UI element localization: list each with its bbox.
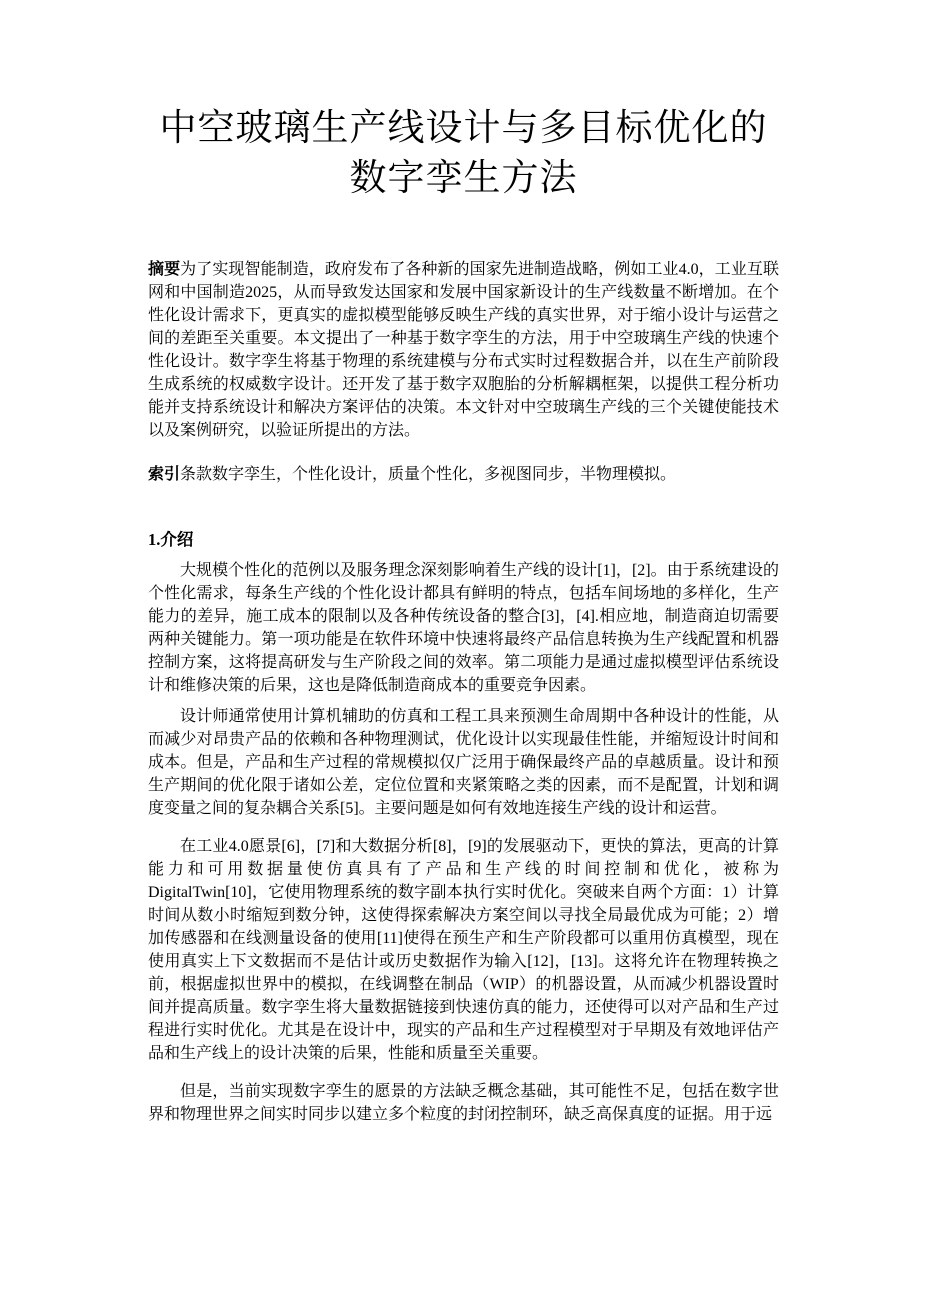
intro-paragraph-1: 大规模个性化的范例以及服务理念深刻影响着生产线的设计[1]，[2]。由于系统建设的个性化需求，每条生产线的个性化设计都具有鲜明的特点，包括车间场地的多样化，生产能力的差异，施工成本的限制以及各种传统设备的整合[3]，[4].相应地，制造商迫切需要两种关键能力。第一项功能是在软件环境中快速将最终产品信息转换为生产线配置和机器控制方案，这将提高研发与生产阶段之间的效率。第二项能力是通过虚拟模型评估系统设计和维修决策的后果，这也是降低制造商成本的重要竞争因素。 [148,562,779,694]
paper-title [148,104,779,204]
intro-paragraph-2: 设计师通常使用计算机辅助的仿真和工程工具来预测生命周期中各种设计的性能，从而减少对昂贵产品的依赖和各种物理测试，优化设计以实现最佳性能，并缩短设计时间和成本。但是，产品和生产过程的常规模拟仅广泛用于确保最终产品的卓越质量。设计和预生产期间的优化限于诸如公差，定位位置和夹紧策略之类的因素，而不是配置，计划和调度变量之间的复杂耦合关系[5]。主要问题是如何有效地连接生产线的设计和运营。 [148,708,779,817]
paper-title-line-2: 数字孪生方法 [349,158,578,199]
index-terms-paragraph [148,463,779,486]
abstract-paragraph [148,258,779,442]
abstract-label: 摘要 [148,261,181,278]
index-terms-text: 条款数字孪生，个性化设计，质量个性化，多视图同步，半物理模拟。 [180,466,677,483]
section-heading-introduction: 1.介绍 [148,530,194,549]
abstract-text: 为了实现智能制造，政府发布了各种新的国家先进制造战略，例如工业4.0，工业互联网和中国制造2025，从而导致发达国家和发展中国家新设计的生产线数量不断增加。在个性化设计需求下，更真实的虚拟模型能够反映生产线的真实世界，对于缩小设计与运营之间的差距至关重要。本文提出了一种基于数字孪生的方法，用于中空玻璃生产线的快速个性化设计。数字孪生将基于物理的系统建模与分布式实时过程数据合并，以在生产前阶段生成系统的权威数字设计。还开发了基于数字双胞胎的分析解耦框架，以提供工程分析功能并支持系统设计和解决方案评估的决策。本文针对中空玻璃生产线的三个关键使能技术以及案例研究，以验证所提出的方法。 [148,261,779,439]
intro-paragraph-3: 在工业4.0愿景[6]，[7]和大数据分析[8]，[9]的发展驱动下，更快的算法，更高的计算能力和可用数据量使仿真具有了产品和生产线的时间控制和优化，被称为DigitalTwin[10]，它使用物理系统的数字副本执行实时优化。突破来自两个方面：1）计算时间从数小时缩短到数分钟，这使得探索解决方案空间以寻找全局最优成为可能；2）增加传感器和在线测量设备的使用[11]使得在预生产和生产阶段都可以重用仿真模型，现在使用真实上下文数据而不是估计或历史数据作为输入[12]，[13]。这将允许在物理转换之前，根据虚拟世界中的模拟，在线调整在制品（WIP）的机器设置，从而减少机器设置时间并提高质量。数字孪生将大量数据链接到快速仿真的能力，还使得可以对产品和生产过程进行实时优化。尤其是在设计中，现实的产品和生产过程模型对于早期及有效地评估产品和生产线上的设计决策的后果，性能和质量至关重要。 [148,838,779,1062]
intro-paragraph-4: 但是，当前实现数字孪生的愿景的方法缺乏概念基础，其可能性不足，包括在数字世界和物理世界之间实时同步以建立多个粒度的封闭控制环，缺乏高保真度的证据。用于远 [148,1083,779,1123]
paper-title-line-1: 中空玻璃生产线设计与多目标优化的 [159,108,768,149]
index-terms-label: 索引 [148,466,181,483]
